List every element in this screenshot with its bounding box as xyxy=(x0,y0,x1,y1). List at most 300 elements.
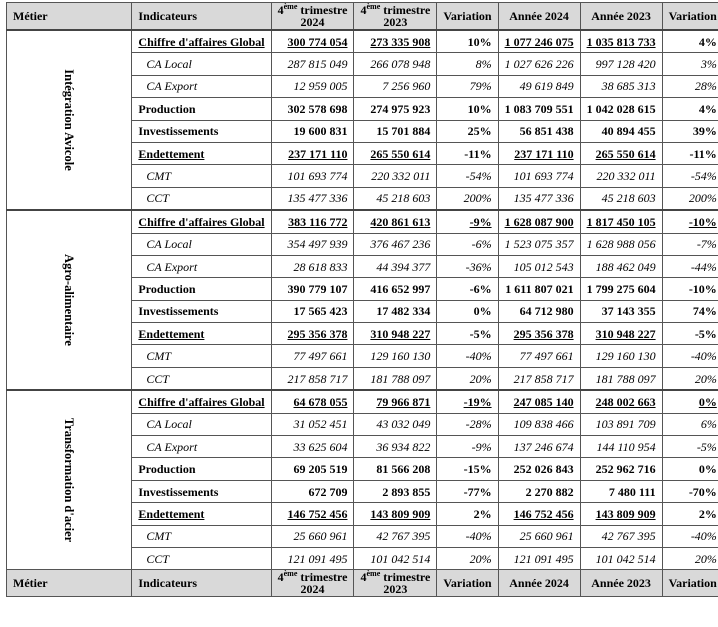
indicator-label xyxy=(132,390,271,413)
header-row-top xyxy=(7,3,718,31)
cell-value: 0% xyxy=(698,462,717,477)
cell-variation-annual xyxy=(662,233,718,255)
cell-annee-2023 xyxy=(580,210,662,233)
cell-value: 77 497 661 xyxy=(519,349,574,364)
cell-variation-annual xyxy=(662,98,718,120)
indicator-label xyxy=(132,120,271,142)
cell-value: 42 767 395 xyxy=(376,529,431,544)
cell-value: 287 815 049 xyxy=(287,57,348,72)
cell-value: 146 752 456 xyxy=(287,506,348,521)
cell-q4-2024 xyxy=(271,300,354,322)
cell-variation-annual xyxy=(662,165,718,187)
cell-variation xyxy=(437,98,498,120)
cell-q4-2024 xyxy=(271,525,354,547)
cell-value: 1 077 246 075 xyxy=(504,34,574,49)
cell-q4-2024 xyxy=(271,187,354,210)
indicator-label-text: Chiffre d'affaires Global xyxy=(138,214,265,229)
cell-variation xyxy=(437,30,498,53)
indicator-label xyxy=(132,458,271,480)
cell-value: 43 032 049 xyxy=(376,417,431,432)
cell-value: 0% xyxy=(473,304,492,319)
cell-value: 135 477 336 xyxy=(513,191,574,206)
cell-value: 25 660 961 xyxy=(519,529,574,544)
footer-q4-2023: 4ème trimestre 2023 xyxy=(354,570,437,597)
cell-q4-2023 xyxy=(354,53,437,75)
cell-q4-2023 xyxy=(354,367,437,390)
cell-annee-2024 xyxy=(498,75,580,97)
cell-value: 28% xyxy=(694,79,717,94)
cell-q4-2024 xyxy=(271,480,354,502)
cell-value: 672 709 xyxy=(308,484,348,499)
cell-value: 273 335 908 xyxy=(370,34,431,49)
cell-variation-annual xyxy=(662,547,718,569)
header-q4-2023: 4ème trimestre 2023 xyxy=(354,3,437,31)
cell-value: -40% xyxy=(690,349,717,364)
cell-value: 310 948 227 xyxy=(370,326,431,341)
table-row xyxy=(7,390,718,413)
cell-variation-annual xyxy=(662,323,718,345)
cell-q4-2024 xyxy=(271,547,354,569)
cell-variation xyxy=(437,458,498,480)
cell-value: 146 752 456 xyxy=(513,506,574,521)
cell-value: 143 809 909 xyxy=(370,506,431,521)
cell-value: 103 891 709 xyxy=(595,417,656,432)
cell-annee-2023 xyxy=(580,525,662,547)
cell-value: 12 959 005 xyxy=(293,79,348,94)
indicator-label-text: CA Export xyxy=(146,439,198,454)
cell-value: 74% xyxy=(692,304,717,319)
cell-value: 390 779 107 xyxy=(287,281,348,296)
cell-variation xyxy=(437,187,498,210)
cell-annee-2024 xyxy=(498,233,580,255)
cell-q4-2023 xyxy=(354,413,437,435)
cell-value: 28 618 833 xyxy=(293,259,348,274)
cell-value: 3% xyxy=(700,57,717,72)
cell-annee-2024 xyxy=(498,547,580,569)
cell-variation-annual xyxy=(662,525,718,547)
footer-annee-2024: Année 2024 xyxy=(498,570,580,597)
cell-annee-2023 xyxy=(580,75,662,97)
cell-value: 0% xyxy=(698,394,717,409)
indicator-label xyxy=(132,345,271,367)
indicator-label-text: Investissements xyxy=(138,124,219,139)
indicator-label-text: Investissements xyxy=(138,484,219,499)
header-q4-2024: 4ème trimestre 2024 xyxy=(271,3,354,31)
cell-variation xyxy=(437,547,498,569)
cell-value: -77% xyxy=(463,484,492,499)
cell-variation-annual xyxy=(662,278,718,300)
cell-annee-2024 xyxy=(498,300,580,322)
indicator-label-text: CCT xyxy=(146,551,170,566)
metier-cell xyxy=(7,30,132,210)
footer-annee-2023: Année 2023 xyxy=(580,570,662,597)
cell-value: 376 467 236 xyxy=(370,237,431,252)
cell-value: 266 078 948 xyxy=(370,57,431,72)
cell-q4-2024 xyxy=(271,503,354,525)
cell-value: 247 085 140 xyxy=(513,394,574,409)
cell-q4-2024 xyxy=(271,233,354,255)
metier-label: Intégration Avicole xyxy=(62,69,77,171)
cell-value: 1 628 087 900 xyxy=(504,214,574,229)
indicator-label xyxy=(132,480,271,502)
cell-annee-2023 xyxy=(580,390,662,413)
financial-indicators-table-container xyxy=(6,2,718,597)
cell-annee-2023 xyxy=(580,367,662,390)
cell-value: -10% xyxy=(688,214,717,229)
indicator-label xyxy=(132,367,271,390)
cell-q4-2024 xyxy=(271,458,354,480)
cell-value: 310 948 227 xyxy=(595,326,656,341)
cell-value: 129 160 130 xyxy=(370,349,431,364)
cell-annee-2023 xyxy=(580,165,662,187)
cell-annee-2024 xyxy=(498,413,580,435)
cell-q4-2023 xyxy=(354,75,437,97)
cell-q4-2023 xyxy=(354,345,437,367)
cell-value: 416 652 997 xyxy=(370,281,431,296)
indicator-label-text: CCT xyxy=(146,191,170,206)
cell-value: 274 975 923 xyxy=(370,101,431,116)
cell-value: 20% xyxy=(694,371,717,386)
cell-value: 10% xyxy=(467,34,492,49)
cell-variation-annual xyxy=(662,120,718,142)
cell-q4-2023 xyxy=(354,436,437,458)
cell-value: -70% xyxy=(688,484,717,499)
cell-value: 44 394 377 xyxy=(376,259,431,274)
cell-value: 2 893 855 xyxy=(382,484,431,499)
footer-indicateurs: Indicateurs xyxy=(132,570,271,597)
cell-annee-2024 xyxy=(498,436,580,458)
cell-annee-2024 xyxy=(498,120,580,142)
header-annee-2024: Année 2024 xyxy=(498,3,580,31)
cell-value: 10% xyxy=(467,101,492,116)
cell-value: 144 110 954 xyxy=(596,439,656,454)
cell-value: -9% xyxy=(471,439,492,454)
header-variation: Variation xyxy=(437,3,498,31)
cell-annee-2024 xyxy=(498,345,580,367)
cell-variation xyxy=(437,142,498,164)
indicator-label xyxy=(132,413,271,435)
cell-value: 17 482 334 xyxy=(376,304,431,319)
cell-annee-2023 xyxy=(580,300,662,322)
cell-value: 49 619 849 xyxy=(519,79,574,94)
cell-annee-2024 xyxy=(498,53,580,75)
cell-variation-annual xyxy=(662,367,718,390)
indicator-label xyxy=(132,547,271,569)
cell-value: 37 143 355 xyxy=(601,304,656,319)
cell-variation-annual xyxy=(662,413,718,435)
cell-value: 39% xyxy=(692,124,717,139)
cell-value: 20% xyxy=(469,551,492,566)
cell-annee-2024 xyxy=(498,278,580,300)
indicator-label xyxy=(132,300,271,322)
indicator-label xyxy=(132,187,271,210)
cell-value: 129 160 130 xyxy=(595,349,656,364)
cell-value: -19% xyxy=(463,394,492,409)
indicator-label xyxy=(132,210,271,233)
cell-q4-2023 xyxy=(354,390,437,413)
cell-value: 77 497 661 xyxy=(293,349,348,364)
cell-annee-2024 xyxy=(498,458,580,480)
cell-annee-2024 xyxy=(498,480,580,502)
cell-variation-annual xyxy=(662,53,718,75)
cell-value: 2% xyxy=(698,506,717,521)
metier-cell xyxy=(7,390,132,570)
cell-q4-2023 xyxy=(354,187,437,210)
cell-variation-annual xyxy=(662,503,718,525)
indicator-label-text: Production xyxy=(138,101,196,116)
cell-variation xyxy=(437,233,498,255)
cell-annee-2023 xyxy=(580,120,662,142)
cell-value: 56 851 438 xyxy=(519,124,574,139)
cell-q4-2023 xyxy=(354,480,437,502)
cell-annee-2023 xyxy=(580,98,662,120)
cell-value: 17 565 423 xyxy=(293,304,348,319)
cell-annee-2023 xyxy=(580,458,662,480)
indicator-label-text: CA Local xyxy=(146,417,192,432)
cell-variation xyxy=(437,300,498,322)
cell-q4-2024 xyxy=(271,53,354,75)
cell-value: -15% xyxy=(463,462,492,477)
cell-value: 265 550 614 xyxy=(370,146,431,161)
cell-value: 1 027 626 226 xyxy=(504,57,574,72)
indicator-label-text: Chiffre d'affaires Global xyxy=(138,394,265,409)
indicator-label xyxy=(132,255,271,277)
cell-value: 2% xyxy=(473,506,492,521)
cell-annee-2024 xyxy=(498,503,580,525)
cell-variation xyxy=(437,120,498,142)
cell-value: 64 678 055 xyxy=(293,394,348,409)
cell-variation xyxy=(437,413,498,435)
cell-value: 4% xyxy=(698,101,717,116)
cell-q4-2024 xyxy=(271,142,354,164)
cell-value: 121 091 495 xyxy=(287,551,348,566)
cell-annee-2023 xyxy=(580,503,662,525)
financial-indicators-table xyxy=(6,2,718,597)
cell-annee-2024 xyxy=(498,525,580,547)
cell-variation xyxy=(437,323,498,345)
metier-label: Agro-alimentaire xyxy=(62,254,77,347)
cell-variation xyxy=(437,436,498,458)
cell-annee-2024 xyxy=(498,98,580,120)
cell-variation xyxy=(437,278,498,300)
cell-value: 252 026 843 xyxy=(513,462,574,477)
cell-value: 105 012 543 xyxy=(513,259,574,274)
cell-value: 15 701 884 xyxy=(376,124,431,139)
cell-value: -6% xyxy=(469,281,492,296)
cell-value: 33 625 604 xyxy=(293,439,348,454)
cell-annee-2024 xyxy=(498,30,580,53)
cell-value: 7 480 111 xyxy=(608,484,656,499)
cell-q4-2023 xyxy=(354,233,437,255)
cell-value: 300 774 054 xyxy=(287,34,348,49)
footer-q4-2024: 4ème trimestre 2024 xyxy=(271,570,354,597)
cell-q4-2024 xyxy=(271,323,354,345)
cell-q4-2023 xyxy=(354,503,437,525)
cell-variation xyxy=(437,503,498,525)
cell-value: 19 600 831 xyxy=(293,124,348,139)
cell-value: -54% xyxy=(465,169,492,184)
cell-annee-2024 xyxy=(498,390,580,413)
cell-value: 109 838 466 xyxy=(513,417,574,432)
cell-value: -9% xyxy=(469,214,492,229)
indicator-label-text: Endettement xyxy=(138,326,205,341)
cell-value: 295 356 378 xyxy=(287,326,348,341)
cell-q4-2023 xyxy=(354,98,437,120)
cell-q4-2024 xyxy=(271,278,354,300)
cell-value: 8% xyxy=(475,57,492,72)
cell-value: 200% xyxy=(463,191,492,206)
cell-value: 1 628 988 056 xyxy=(586,237,656,252)
cell-value: 36 934 822 xyxy=(376,439,431,454)
cell-value: 45 218 603 xyxy=(601,191,656,206)
cell-q4-2023 xyxy=(354,30,437,53)
cell-value: 1 611 807 021 xyxy=(505,281,574,296)
cell-variation-annual xyxy=(662,458,718,480)
indicator-label-text: Endettement xyxy=(138,506,205,521)
cell-annee-2023 xyxy=(580,436,662,458)
cell-annee-2023 xyxy=(580,480,662,502)
cell-value: 45 218 603 xyxy=(376,191,431,206)
cell-value: 20% xyxy=(469,371,492,386)
cell-annee-2023 xyxy=(580,547,662,569)
cell-variation-annual xyxy=(662,187,718,210)
cell-value: 69 205 519 xyxy=(293,462,348,477)
cell-value: 265 550 614 xyxy=(595,146,656,161)
cell-variation xyxy=(437,367,498,390)
cell-q4-2023 xyxy=(354,120,437,142)
cell-value: -6% xyxy=(471,237,492,252)
indicator-label-text: Production xyxy=(138,462,196,477)
cell-value: -11% xyxy=(464,146,492,161)
indicator-label-text: Chiffre d'affaires Global xyxy=(138,34,265,49)
indicator-label-text: CA Local xyxy=(146,57,192,72)
header-metier: Métier xyxy=(7,3,132,31)
indicator-label xyxy=(132,165,271,187)
cell-variation-annual xyxy=(662,436,718,458)
cell-value: -54% xyxy=(690,169,717,184)
metier-label: Transformation d'acier xyxy=(62,418,77,543)
cell-variation xyxy=(437,480,498,502)
cell-value: -40% xyxy=(690,529,717,544)
indicator-label xyxy=(132,278,271,300)
cell-value: 143 809 909 xyxy=(595,506,656,521)
cell-annee-2024 xyxy=(498,367,580,390)
cell-annee-2024 xyxy=(498,187,580,210)
indicator-label-text: Endettement xyxy=(138,146,205,161)
cell-annee-2024 xyxy=(498,142,580,164)
cell-value: 121 091 495 xyxy=(513,551,574,566)
cell-value: 101 042 514 xyxy=(595,551,656,566)
header-row-bottom xyxy=(7,570,718,597)
cell-variation xyxy=(437,75,498,97)
table-body xyxy=(7,30,718,570)
cell-annee-2023 xyxy=(580,233,662,255)
cell-variation-annual xyxy=(662,30,718,53)
cell-value: -7% xyxy=(696,237,717,252)
indicator-label xyxy=(132,142,271,164)
cell-value: 1 817 450 105 xyxy=(586,214,656,229)
cell-q4-2023 xyxy=(354,323,437,345)
cell-value: -44% xyxy=(690,259,717,274)
cell-value: 7 256 960 xyxy=(382,79,431,94)
cell-value: 137 246 674 xyxy=(513,439,574,454)
header-variation-annual: Variation xyxy=(662,3,718,31)
table-row xyxy=(7,30,718,53)
cell-annee-2024 xyxy=(498,323,580,345)
cell-q4-2023 xyxy=(354,142,437,164)
footer-variation: Variation xyxy=(437,570,498,597)
footer-variation-annual: Variation xyxy=(662,570,718,597)
cell-variation-annual xyxy=(662,300,718,322)
cell-value: 217 858 717 xyxy=(513,371,574,386)
cell-value: -10% xyxy=(688,281,717,296)
cell-value: 252 962 716 xyxy=(595,462,656,477)
metier-cell xyxy=(7,210,132,390)
cell-variation xyxy=(437,255,498,277)
cell-q4-2023 xyxy=(354,210,437,233)
cell-value: 101 693 774 xyxy=(287,169,348,184)
cell-value: -5% xyxy=(694,326,717,341)
cell-q4-2023 xyxy=(354,547,437,569)
cell-annee-2023 xyxy=(580,142,662,164)
cell-variation-annual xyxy=(662,390,718,413)
cell-q4-2023 xyxy=(354,458,437,480)
cell-value: 220 332 011 xyxy=(371,169,431,184)
cell-q4-2024 xyxy=(271,30,354,53)
cell-value: 1 083 709 551 xyxy=(504,101,574,116)
cell-q4-2024 xyxy=(271,210,354,233)
cell-annee-2023 xyxy=(580,30,662,53)
cell-value: 79% xyxy=(469,79,492,94)
cell-value: 4% xyxy=(698,34,717,49)
cell-value: 354 497 939 xyxy=(287,237,348,252)
cell-value: 1 035 813 733 xyxy=(586,34,656,49)
cell-value: 40 894 455 xyxy=(601,124,656,139)
cell-q4-2023 xyxy=(354,278,437,300)
indicator-label-text: CMT xyxy=(146,169,172,184)
cell-variation-annual xyxy=(662,142,718,164)
indicator-label xyxy=(132,75,271,97)
cell-q4-2023 xyxy=(354,300,437,322)
indicator-label-text: CMT xyxy=(146,529,172,544)
cell-variation xyxy=(437,210,498,233)
cell-q4-2024 xyxy=(271,345,354,367)
cell-variation xyxy=(437,53,498,75)
cell-value: 181 788 097 xyxy=(370,371,431,386)
cell-value: 79 966 871 xyxy=(376,394,431,409)
cell-annee-2023 xyxy=(580,53,662,75)
cell-q4-2024 xyxy=(271,367,354,390)
cell-q4-2024 xyxy=(271,98,354,120)
cell-value: 64 712 980 xyxy=(519,304,574,319)
cell-value: 20% xyxy=(694,551,717,566)
cell-q4-2023 xyxy=(354,165,437,187)
cell-q4-2024 xyxy=(271,165,354,187)
cell-value: 188 462 049 xyxy=(595,259,656,274)
indicator-label-text: CA Local xyxy=(146,237,192,252)
cell-annee-2023 xyxy=(580,255,662,277)
cell-value: 383 116 772 xyxy=(288,214,348,229)
indicator-label-text: CMT xyxy=(146,349,172,364)
cell-value: 181 788 097 xyxy=(595,371,656,386)
cell-variation xyxy=(437,345,498,367)
cell-annee-2023 xyxy=(580,413,662,435)
cell-value: -11% xyxy=(689,146,717,161)
footer-metier: Métier xyxy=(7,570,132,597)
cell-value: 420 861 613 xyxy=(370,214,431,229)
cell-value: 220 332 011 xyxy=(596,169,656,184)
cell-value: 42 767 395 xyxy=(601,529,656,544)
